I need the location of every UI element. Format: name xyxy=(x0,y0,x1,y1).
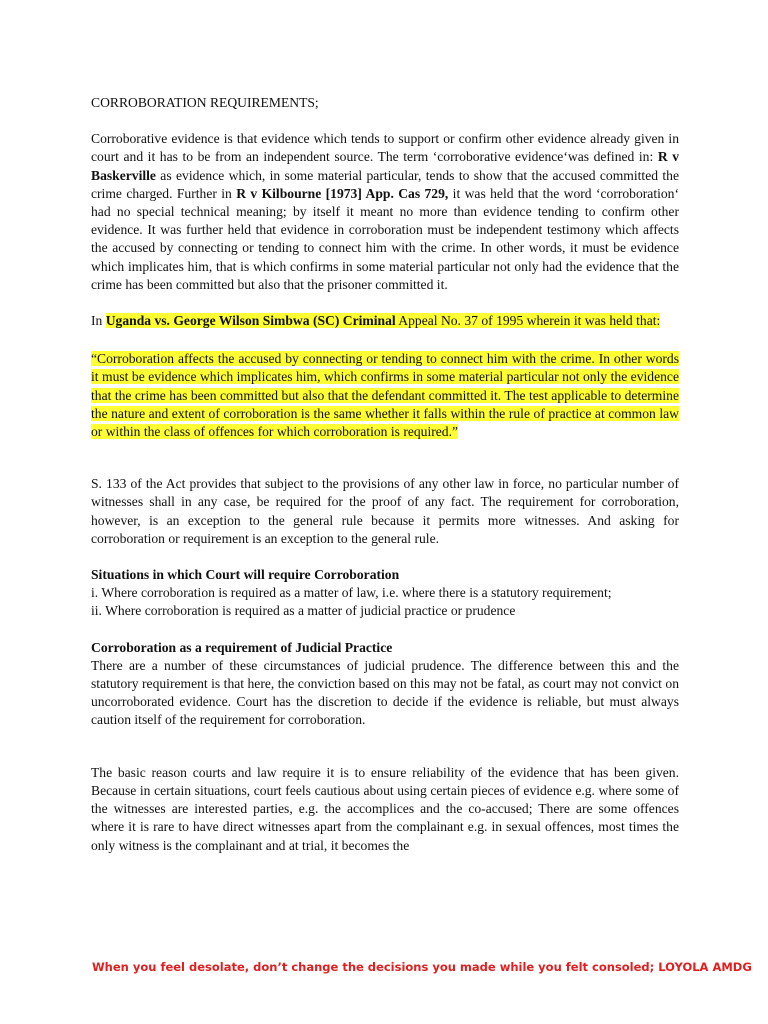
list-item: ii. Where corroboration is required as a matter of judicial practice or prudence xyxy=(91,603,516,619)
paragraph-section-133: S. 133 of the Act provides that subject to the provisions of any other law in force, no particular number of witnesses shall in any case, be required for the proof of any fact. The requirement for corroboration, however, is an exception to the general rule because it permits more witnesses. And asking for corroboration or requirement is an exception to the general rule. xyxy=(91,476,679,546)
text-run: as evidence which, in some material particular, tends to show that the accused committed the crime charged. Further in xyxy=(91,167,679,201)
text-run: In xyxy=(91,313,106,329)
highlighted-quote xyxy=(91,350,679,441)
section-heading-situations: Situations in which Court will require Corroboration xyxy=(91,567,400,583)
section-heading-judicial-practice: Corroboration as a requirement of Judicial Practice xyxy=(91,639,393,655)
quote-text: “Corroboration affects the accused by connecting or tending to connect him with the crime. In other words it must be evidence which implicates him, which confirms in some material particular not only the evidence that the crime has been committed but also that the defendant committed it. The test applicable to determine the nature and extent of corroboration is the same whether it falls within the rule of practice at common law or within the class of offences for which corroboration is required.” xyxy=(91,351,679,440)
text-run-highlighted: Appeal No. 37 of 1995 wherein it was held that: xyxy=(395,313,661,329)
text-run: Corroborative evidence is that evidence which tends to support or confirm other evidence already given in court and it has to be from an independent source. The term ‘corroborative evidence‘was defined in: xyxy=(91,131,679,165)
paragraph-uganda-case xyxy=(91,312,679,330)
document-title: CORROBORATION REQUIREMENTS; xyxy=(91,95,319,110)
paragraph-definition xyxy=(91,130,679,294)
paragraph-basic-reason: The basic reason courts and law require it is to ensure reliability of the evidence that has been given. Because in certain situations, court feels cautious about using certain pieces of evidence e.g. where some of the witnesses are interested parties, e.g. the accomplices and the co-accused; There are some offences where it is rare to have direct witnesses apart from the complainant e.g. in sexual offences, most times the only witness is the complainant and at trial, it becomes the xyxy=(91,764,679,853)
document-body xyxy=(91,94,679,855)
text-run: it was held that the word ‘corroboration‘ had no special technical meaning; by itself it meant no more than evidence tending to confirm other evidence. It was further held that evidence in corroboration must be independent testimony which affects the accused by connecting or tending to connect him with the crime. In other words, it must be evidence which implicates him, that is which confirms in some material particular not only had the evidence that the crime has been committed but also that the prisoner committed it. xyxy=(91,185,679,292)
footer-quote: When you feel desolate, don’t change the decisions you made while you felt consoled; LOYOLA AMDG xyxy=(92,960,752,974)
case-citation: R v Kilbourne [1973] App. Cas 729, xyxy=(236,185,449,201)
list-item: i. Where corroboration is required as a matter of law, i.e. where there is a statutory requirement; xyxy=(91,585,612,601)
paragraph-judicial-practice: There are a number of these circumstances of judicial prudence. The difference between this and the statutory requirement is that here, the conviction based on this may not be fatal, as court may not convict on uncorroborated evidence. Court has the discretion to decide if the evidence is reliable, but must always caution itself of the requirement for corroboration. xyxy=(91,657,679,728)
case-citation-highlighted: Uganda vs. George Wilson Simbwa (SC) Criminal xyxy=(105,313,396,329)
case-citation: R v Baskerville xyxy=(91,149,679,183)
